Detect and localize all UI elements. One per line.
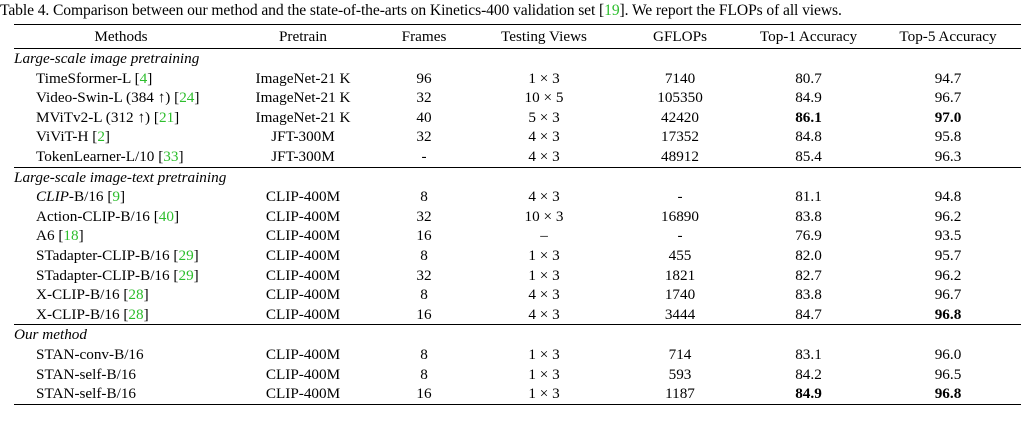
citation-link[interactable]: 19 — [604, 2, 620, 19]
method-name: Video-Swin-L (384 ↑) — [36, 89, 171, 107]
gflops-cell: 48912 — [661, 147, 699, 165]
frames-cell: 16 — [416, 227, 432, 245]
method-name: STadapter-CLIP-B/16 — [36, 246, 170, 264]
column-header-methods: Methods — [14, 25, 228, 49]
citation-link[interactable]: 24 — [179, 89, 195, 107]
table-row — [14, 365, 1021, 385]
pretrain-cell: CLIP-400M — [265, 227, 341, 245]
frames-cell: 32 — [416, 89, 432, 107]
top1-cell: 83.1 — [795, 345, 822, 363]
column-header-frames: Frames — [378, 25, 470, 49]
views-cell: 4 × 3 — [528, 286, 560, 304]
section-header-row — [14, 325, 1021, 345]
top1-cell: 83.8 — [795, 286, 822, 304]
method-name: STAN-conv-B/16 — [36, 345, 144, 363]
citation-link[interactable]: 40 — [158, 207, 174, 225]
views-cell: 4 × 3 — [528, 305, 560, 323]
table-row — [14, 285, 1021, 305]
gflops-cell: 3444 — [664, 305, 696, 323]
top5-cell: 96.7 — [934, 89, 962, 107]
table-row — [14, 266, 1021, 286]
citation-link[interactable]: 33 — [163, 147, 179, 165]
gflops-cell: 7140 — [664, 69, 696, 87]
pretrain-cell: CLIP-400M — [265, 207, 341, 225]
pretrain-cell: CLIP-400M — [265, 266, 341, 284]
frames-cell: 32 — [416, 207, 432, 225]
top1-cell: 80.7 — [795, 69, 822, 87]
pretrain-cell: CLIP-400M — [228, 384, 378, 404]
method-name: Action-CLIP-B/16 — [36, 207, 150, 225]
top1-cell: 84.9 — [795, 89, 822, 107]
top5-cell-bold: 96.8 — [934, 385, 962, 403]
section-header-row — [14, 49, 1021, 69]
frames-cell: 8 — [420, 188, 428, 206]
pretrain-cell: CLIP-400M — [265, 305, 341, 323]
frames-cell: 8 — [420, 246, 428, 264]
pretrain-cell: CLIP-400M — [265, 188, 341, 206]
views-cell: 4 × 3 — [528, 128, 560, 146]
views-cell: 1 × 3 — [528, 69, 560, 87]
method-cell: MViTv2-L (312 ↑) [21] — [36, 108, 180, 126]
citation-link[interactable]: 28 — [128, 286, 144, 304]
pretrain-cell: ImageNet-21 K — [255, 69, 351, 87]
method-cell: X-CLIP-B/16 [28] — [36, 305, 149, 323]
frames-cell: 8 — [420, 286, 428, 304]
top5-cell: 94.7 — [934, 69, 962, 87]
method-cell: A6 [18] — [36, 227, 84, 245]
pretrain-cell: ImageNet-21 K — [255, 108, 351, 126]
method-name: X-CLIP-B/16 — [36, 305, 120, 323]
column-header-pretrain: Pretrain — [228, 25, 378, 49]
views-cell: 1 × 3 — [528, 345, 560, 363]
frames-cell: 8 — [420, 345, 428, 363]
pretrain-cell: CLIP-400M — [265, 365, 341, 383]
views-cell: 4 × 3 — [528, 188, 560, 206]
views-cell: 1 × 3 — [528, 246, 560, 264]
method-cell: CLIP-B/16 [9] — [36, 188, 126, 206]
pretrain-cell: CLIP-400M — [265, 345, 341, 363]
method-cell: TokenLearner-L/10 [33] — [36, 147, 184, 165]
method-cell: Video-Swin-L (384 ↑) [24] — [36, 89, 200, 107]
header-row — [14, 25, 1021, 49]
comparison-table — [14, 24, 1021, 405]
frames-cell: 16 — [378, 384, 470, 404]
top1-cell: 82.0 — [795, 246, 822, 264]
caption-text: Table 4. Comparison between our method and the state-of-the-arts on Kinetics-400 validation set [ — [0, 2, 605, 19]
top1-cell: 82.7 — [795, 266, 822, 284]
top1-cell — [742, 108, 875, 128]
frames-cell: - — [421, 147, 427, 165]
top5-cell: 96.7 — [934, 286, 962, 304]
top1-cell: 81.1 — [795, 188, 822, 206]
citation-link[interactable]: 29 — [178, 266, 194, 284]
table-row — [14, 127, 1021, 147]
top5-cell: 96.2 — [934, 207, 962, 225]
method-cell: X-CLIP-B/16 [28] — [36, 286, 149, 304]
pretrain-cell: ImageNet-21 K — [255, 89, 351, 107]
top1-cell: 85.4 — [795, 147, 822, 165]
top1-cell: 84.7 — [795, 305, 822, 323]
top5-cell: 94.8 — [934, 188, 962, 206]
method-name: STadapter-CLIP-B/16 — [36, 266, 170, 284]
pretrain-cell: CLIP-400M — [265, 246, 341, 264]
method-name: X-CLIP-B/16 — [36, 286, 120, 304]
method-name: TokenLearner-L/10 — [36, 147, 155, 165]
section-title: Our method — [14, 325, 1021, 345]
frames-cell: 32 — [416, 266, 432, 284]
top5-cell-bold: 97.0 — [934, 108, 962, 126]
table-row — [14, 226, 1021, 246]
citation-link[interactable]: 2 — [97, 128, 105, 146]
top5-cell-bold: 96.8 — [934, 305, 962, 323]
top5-cell: 95.8 — [934, 128, 962, 146]
top5-cell — [875, 305, 1021, 325]
method-name-suffix: -B/16 — [68, 188, 104, 206]
gflops-cell: - — [677, 188, 683, 206]
gflops-cell: 714 — [668, 345, 692, 363]
method-cell — [14, 365, 228, 385]
frames-cell: 8 — [420, 365, 428, 383]
method-name: ViViT-H — [36, 128, 89, 146]
citation-link[interactable]: 9 — [112, 188, 120, 206]
top1-cell-bold: 86.1 — [795, 108, 822, 126]
top5-cell — [875, 384, 1021, 404]
method-name: A6 — [36, 227, 55, 245]
top5-cell: 96.0 — [934, 345, 962, 363]
table-row — [14, 207, 1021, 227]
table-row — [14, 108, 1021, 128]
top1-cell: 84.2 — [795, 365, 822, 383]
views-cell: 5 × 3 — [528, 108, 560, 126]
method-name: STAN-self-B/16 — [36, 365, 137, 383]
table-caption — [0, 0, 1024, 21]
method-name: STAN-self-B/16 — [36, 385, 137, 403]
gflops-cell: 1187 — [618, 384, 742, 404]
method-cell: STadapter-CLIP-B/16 [29] — [36, 246, 199, 264]
views-cell: 1 × 3 — [528, 365, 560, 383]
views-cell: 1 × 3 — [470, 384, 618, 404]
table-row — [14, 88, 1021, 108]
method-name: TimeSformer-L — [36, 69, 131, 87]
top5-cell: 93.5 — [934, 227, 962, 245]
gflops-cell: 17352 — [661, 128, 699, 146]
views-cell: 4 × 3 — [528, 147, 560, 165]
frames-cell: 40 — [416, 108, 432, 126]
top5-cell: 96.5 — [934, 365, 962, 383]
table-row — [14, 305, 1021, 325]
gflops-cell: 16890 — [661, 207, 699, 225]
table-row — [14, 69, 1021, 89]
views-cell: 10 × 5 — [524, 89, 564, 107]
table-row — [14, 147, 1021, 167]
frames-cell: 32 — [416, 128, 432, 146]
table-row — [14, 187, 1021, 207]
table-row — [14, 246, 1021, 266]
method-name-italic: CLIP — [36, 188, 69, 206]
gflops-cell: 1821 — [664, 266, 696, 284]
top1-cell: 84.8 — [795, 128, 822, 146]
section-title: Large-scale image pretraining — [14, 49, 1021, 69]
top5-cell: 96.2 — [934, 266, 962, 284]
table-row — [14, 384, 1021, 404]
citation-link[interactable]: 4 — [139, 69, 148, 87]
views-cell: 1 × 3 — [528, 266, 560, 284]
top1-cell — [742, 384, 875, 404]
caption-text-end: ]. We report the FLOPs of all views. — [619, 2, 842, 19]
views-cell: 10 × 3 — [524, 207, 564, 225]
section-title: Large-scale image-text pretraining — [14, 167, 1021, 187]
column-header-views: Testing Views — [470, 25, 618, 49]
citation-link[interactable]: 29 — [178, 246, 194, 264]
gflops-cell: 105350 — [657, 89, 703, 107]
citation-link[interactable]: 18 — [63, 227, 79, 245]
gflops-cell: - — [677, 227, 683, 245]
top5-cell: 95.7 — [934, 246, 962, 264]
section-header-row — [14, 167, 1021, 187]
column-header-top1: Top-1 Accuracy — [742, 25, 875, 49]
gflops-cell: 42420 — [661, 108, 699, 126]
method-cell: TimeSformer-L [4] — [36, 69, 153, 87]
gflops-cell: 455 — [668, 246, 692, 264]
method-cell: ViViT-H [2] — [36, 128, 110, 146]
citation-link[interactable]: 28 — [128, 305, 144, 323]
gflops-cell: 1740 — [664, 286, 696, 304]
table-row — [14, 345, 1021, 365]
top5-cell — [875, 108, 1021, 128]
views-cell: – — [540, 227, 548, 245]
method-cell — [14, 345, 228, 365]
top1-cell: 83.8 — [795, 207, 822, 225]
method-cell: Action-CLIP-B/16 [40] — [36, 207, 180, 225]
pretrain-cell: JFT-300M — [271, 128, 335, 146]
column-header-gflops: GFLOPs — [618, 25, 742, 49]
method-cell: STadapter-CLIP-B/16 [29] — [36, 266, 199, 284]
pretrain-cell: JFT-300M — [271, 147, 335, 165]
top5-cell: 96.3 — [934, 147, 962, 165]
citation-link[interactable]: 21 — [158, 108, 175, 126]
gflops-cell: 593 — [668, 365, 692, 383]
frames-cell: 96 — [416, 69, 432, 87]
frames-cell: 16 — [416, 305, 432, 323]
method-cell — [14, 384, 228, 404]
top1-cell-bold: 84.9 — [795, 385, 822, 403]
top1-cell: 76.9 — [795, 227, 822, 245]
method-name: MViTv2-L (312 ↑) — [36, 108, 151, 126]
column-header-top5: Top-5 Accuracy — [875, 25, 1021, 49]
pretrain-cell: CLIP-400M — [265, 286, 341, 304]
